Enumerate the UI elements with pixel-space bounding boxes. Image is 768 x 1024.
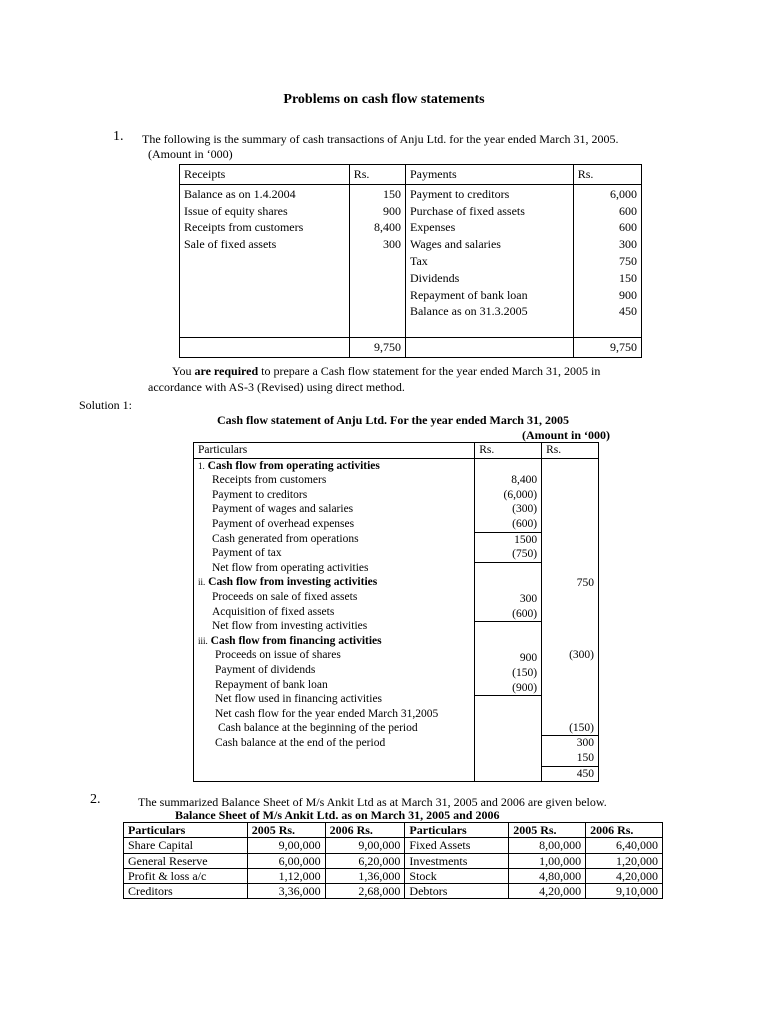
list-item: Wages and salaries (409, 237, 501, 252)
value: 300 (519, 592, 538, 605)
requirement-line-2: accordance with AS-3 (Revised) using direct method. (148, 380, 405, 394)
rs-column-1 (475, 458, 542, 782)
value: (150) (512, 666, 538, 679)
cell: General Reserve (124, 853, 248, 868)
value: (300) (569, 649, 594, 662)
cell: 8,00,000 (509, 838, 586, 853)
total-receipts: 9,750 (349, 337, 405, 357)
table-header-row (194, 443, 599, 459)
cash-flow-statement-table (193, 442, 599, 782)
section-title: Cash flow from operating activities (207, 459, 380, 472)
value: 750 (576, 576, 594, 589)
spacer (542, 663, 598, 721)
header-2005: 2005 Rs. (509, 823, 586, 838)
value: 150 (542, 751, 598, 767)
cell: 6,40,000 (586, 838, 663, 853)
req-pre: You (172, 364, 195, 378)
spacer (475, 622, 541, 637)
value: 900 (519, 652, 538, 665)
question-2-number: 2. (90, 792, 101, 807)
solution-label: Solution 1: (79, 398, 133, 412)
list-item: Net cash flow for the year ended March 31,2005 (215, 707, 439, 720)
list-item: 300 (619, 237, 637, 252)
list-item: Dividends (409, 270, 460, 285)
rs-column-2 (542, 458, 599, 782)
solution-unit: (Amount in ‘000) (522, 428, 611, 442)
header-receipts: Receipts (180, 165, 350, 185)
header-rs: Rs. (475, 443, 542, 459)
header-particulars: Particulars (124, 823, 248, 838)
list-item: Payment to creditors (409, 186, 510, 201)
list-item: 600 (619, 220, 637, 235)
cell: Profit & loss a/c (124, 868, 248, 883)
table-body-row (194, 458, 599, 782)
value: (300) (512, 503, 538, 516)
list-item: Issue of equity shares (184, 203, 288, 218)
list-item: Purchase of fixed assets (409, 203, 525, 218)
list-item: 6,000 (610, 186, 637, 201)
cell: 2,68,000 (325, 884, 405, 899)
value: (750) (475, 547, 541, 563)
list-item: Proceeds on sale of fixed assets (212, 590, 358, 603)
section-number: iii. (198, 635, 208, 646)
table-row (124, 868, 663, 883)
spacer (542, 590, 598, 648)
payments-labels (405, 184, 573, 337)
header-payments: Payments (405, 165, 573, 185)
list-item: Net flow from investing activities (212, 620, 368, 633)
cell: Stock (405, 868, 509, 883)
table-row (124, 838, 663, 853)
header-2006: 2006 Rs. (325, 823, 405, 838)
spacer (475, 577, 541, 592)
req-bold: are required (194, 364, 259, 378)
totals-row (180, 337, 642, 357)
particulars-column (194, 458, 475, 782)
balance-sheet-table (123, 822, 663, 899)
list-item: Cash generated from operations (212, 532, 359, 545)
value: 300 (576, 737, 594, 750)
header-rs: Rs. (349, 165, 405, 185)
section-heading (198, 575, 470, 590)
cell: Fixed Assets (405, 838, 509, 853)
spacer (475, 563, 541, 578)
cell: 9,00,000 (325, 838, 405, 853)
list-item: Payment to creditors (212, 488, 308, 501)
list-item: 900 (382, 203, 401, 218)
list-item: Proceeds on issue of shares (215, 649, 341, 662)
list-item: Cash balance at the beginning of the period (218, 722, 418, 735)
list-item: Receipts from customers (212, 474, 327, 487)
table-header-row (180, 165, 642, 185)
header-2006: 2006 Rs. (586, 823, 663, 838)
list-item: Balance as on 1.4.2004 (184, 186, 296, 201)
section-title: Cash flow from investing activities (208, 576, 378, 589)
section-heading (198, 634, 470, 649)
cash-transactions-table (179, 164, 642, 358)
question-1-unit: (Amount in ‘000) (148, 147, 233, 161)
solution-title: Cash flow statement of Anju Ltd. For the year ended March 31, 2005 (217, 413, 569, 427)
question-2-table-title: Balance Sheet of M/s Ankit Ltd. as on March 31, 2005 and 2006 (175, 808, 500, 822)
empty-cell (405, 337, 573, 357)
list-item: 900 (619, 287, 637, 302)
cell: 6,00,000 (247, 853, 325, 868)
section-title: Cash flow from financing activities (210, 634, 382, 647)
list-item: Net flow used in financing activities (215, 693, 383, 706)
cell: 4,20,000 (586, 868, 663, 883)
page-title: Problems on cash flow statements (283, 92, 485, 107)
list-item: Acquisition of fixed assets (212, 605, 335, 618)
spacer (475, 637, 541, 652)
table-row (124, 853, 663, 868)
header-2005: 2005 Rs. (247, 823, 325, 838)
question-1-text: The following is the summary of cash transactions of Anju Ltd. for the year ended March 31, 2005. (142, 132, 619, 146)
value: (150) (542, 721, 598, 737)
cell: 1,36,000 (325, 868, 405, 883)
cell: Creditors (124, 884, 248, 899)
total-payments: 9,750 (573, 337, 641, 357)
list-item: Tax (409, 253, 428, 268)
list-item: Repayment of bank loan (215, 678, 328, 691)
cell: 3,36,000 (247, 884, 325, 899)
list-item: Sale of fixed assets (184, 237, 277, 252)
table-header-row (124, 823, 663, 838)
header-rs: Rs. (542, 443, 599, 459)
list-item: Net flow from operating activities (212, 561, 369, 574)
cell: 1,20,000 (586, 853, 663, 868)
section-number: 1. (198, 460, 205, 471)
header-particulars: Particulars (405, 823, 509, 838)
value: 450 (576, 767, 594, 780)
list-item: 8,400 (373, 220, 401, 235)
empty-cell (180, 337, 350, 357)
cell: Share Capital (124, 838, 248, 853)
header-particulars: Particulars (194, 443, 475, 459)
receipts-labels (180, 184, 350, 337)
value: (900) (475, 681, 541, 697)
cell: 4,80,000 (509, 868, 586, 883)
list-item: Receipts from customers (184, 220, 304, 235)
value: (6,000) (503, 488, 538, 501)
list-item: 600 (619, 203, 637, 218)
list-item: 150 (619, 270, 637, 285)
value: 8,400 (511, 474, 538, 487)
header-rs: Rs. (573, 165, 641, 185)
receipts-amounts (349, 184, 405, 337)
spacer (542, 459, 598, 576)
value: (600) (475, 607, 541, 623)
list-item: Payment of dividends (215, 663, 316, 676)
list-item: 150 (382, 186, 401, 201)
question-2-text: The summarized Balance Sheet of M/s Ankit Ltd as at March 31, 2005 and 2006 are given below. (138, 795, 607, 809)
requirement-text (172, 364, 656, 379)
table-row (124, 884, 663, 899)
list-item: Expenses (409, 220, 456, 235)
list-item: Cash balance at the end of the period (215, 736, 386, 749)
list-item: Payment of wages and salaries (212, 503, 354, 516)
cell: 9,10,000 (586, 884, 663, 899)
cell: Investments (405, 853, 509, 868)
payments-amounts (573, 184, 641, 337)
cell: 6,20,000 (325, 853, 405, 868)
cell: 4,20,000 (509, 884, 586, 899)
cell: 1,12,000 (247, 868, 325, 883)
cell: Debtors (405, 884, 509, 899)
list-item: Payment of tax (212, 547, 282, 560)
value: 1500 (514, 533, 538, 546)
table-body-row (180, 184, 642, 337)
cell: 9,00,000 (247, 838, 325, 853)
list-item: Balance as on 31.3.2005 (409, 304, 528, 319)
list-item: Payment of overhead expenses (212, 517, 355, 530)
question-1-number: 1. (113, 129, 124, 144)
req-post: to prepare a Cash flow statement for the year ended March 31, 2005 in (258, 364, 601, 378)
section-number: ii. (198, 577, 206, 588)
list-item: 300 (382, 237, 401, 252)
section-heading (198, 459, 470, 474)
list-item: 450 (619, 304, 637, 319)
list-item: 750 (619, 253, 637, 268)
cell: 1,00,000 (509, 853, 586, 868)
value: (600) (475, 517, 541, 533)
list-item: Repayment of bank loan (409, 287, 528, 302)
spacer (475, 459, 541, 474)
